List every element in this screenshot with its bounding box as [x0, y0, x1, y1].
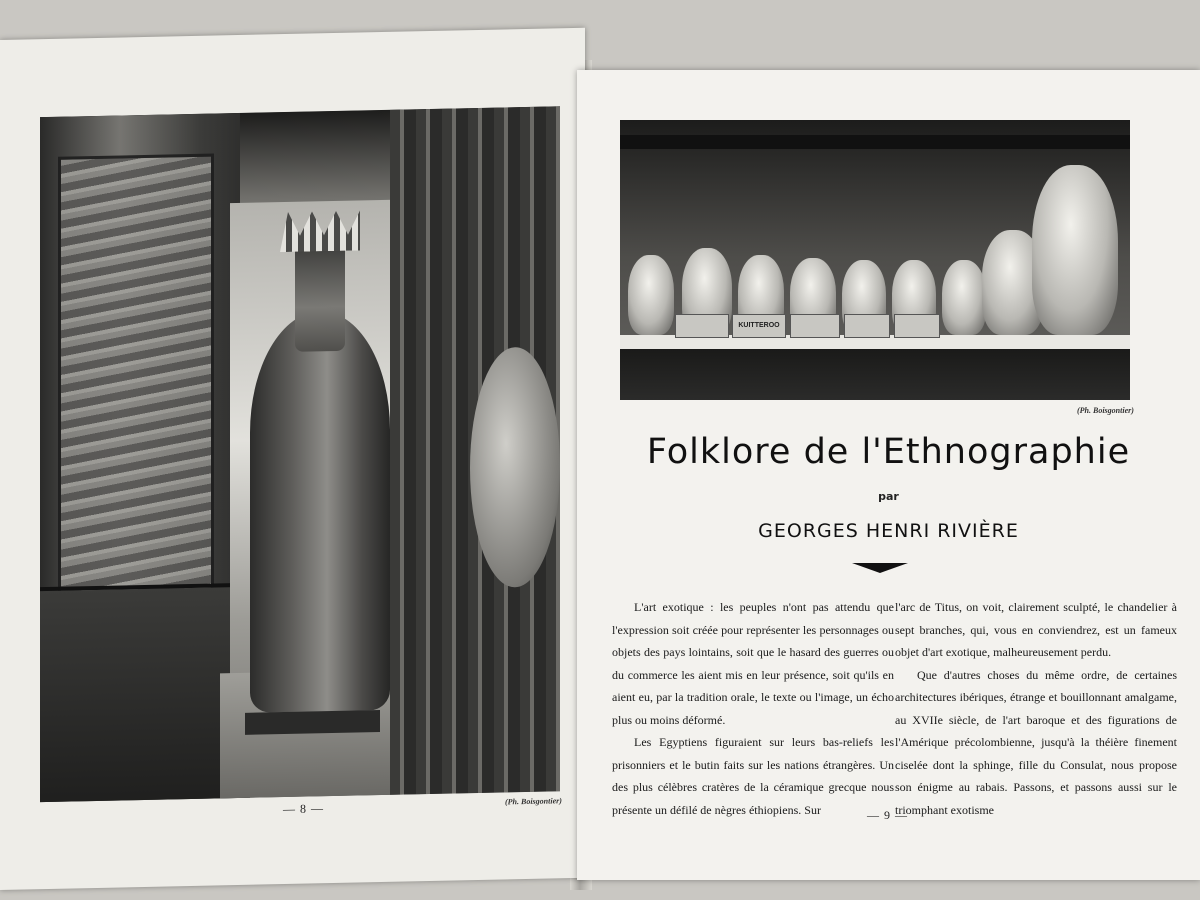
text-column-left: [612, 596, 894, 821]
left-photo-credit: (Ph. Boisgontier): [505, 796, 562, 807]
busts-shelf-photo: [620, 120, 1130, 400]
right-page-number: — 9 —: [867, 808, 908, 822]
article-title: Folklore de l'Ethnographie: [646, 432, 1131, 472]
title-ornament: [852, 563, 908, 573]
text-column-right: [895, 596, 1177, 821]
author-name: GEORGES HENRI RIVIÈRE: [758, 520, 1019, 542]
museum-hall-photo: [40, 106, 560, 802]
paragraph: Les Egyptiens figuraient sur leurs bas-reliefs les prisonniers et le butin faits sur les nations étrangères. Un des plus célèbres cratères de la céramique grecque nous présente un défilé de nègres éthiopiens. Sur: [612, 735, 894, 817]
left-page-number: — 8 —: [283, 801, 324, 817]
paragraph: L'art exotique : les peuples n'ont pas attendu que l'expression soit créée pour représenter les personnages ou objets des pays lointains, soit que le hasard des guerres ou du commerce les aient mis en leur présence, soit qu'ils en aient eu, par la tradition orale, le texte ou l'image, un écho plus ou moins déformé.: [612, 600, 894, 727]
byline-prefix: par: [878, 490, 899, 503]
right-page: [577, 70, 1200, 880]
left-page: [0, 28, 585, 890]
right-photo-credit: (Ph. Boisgontier): [1077, 406, 1134, 415]
paragraph: Que d'autres choses du même ordre, de certaines architectures ibériques, étrange et bouillonnant amalgame, au XVIIe siècle, de l'art baroque et des figurations de l'Amérique précolombienne, jusqu'à la théière finement ciselée dont la sphinge, fille du Consulat, nous propose son énigme au rabais. Passons, et passons aussi sur le triomphant exotisme: [895, 667, 1177, 817]
bust-plaque: KUITTEROO: [732, 314, 786, 338]
paragraph: l'arc de Titus, on voit, clairement sculpté, le chandelier à sept branches, qui, vous en conviendrez, est un fameux objet d'art exotique, malheureusement perdu.: [895, 600, 1177, 659]
